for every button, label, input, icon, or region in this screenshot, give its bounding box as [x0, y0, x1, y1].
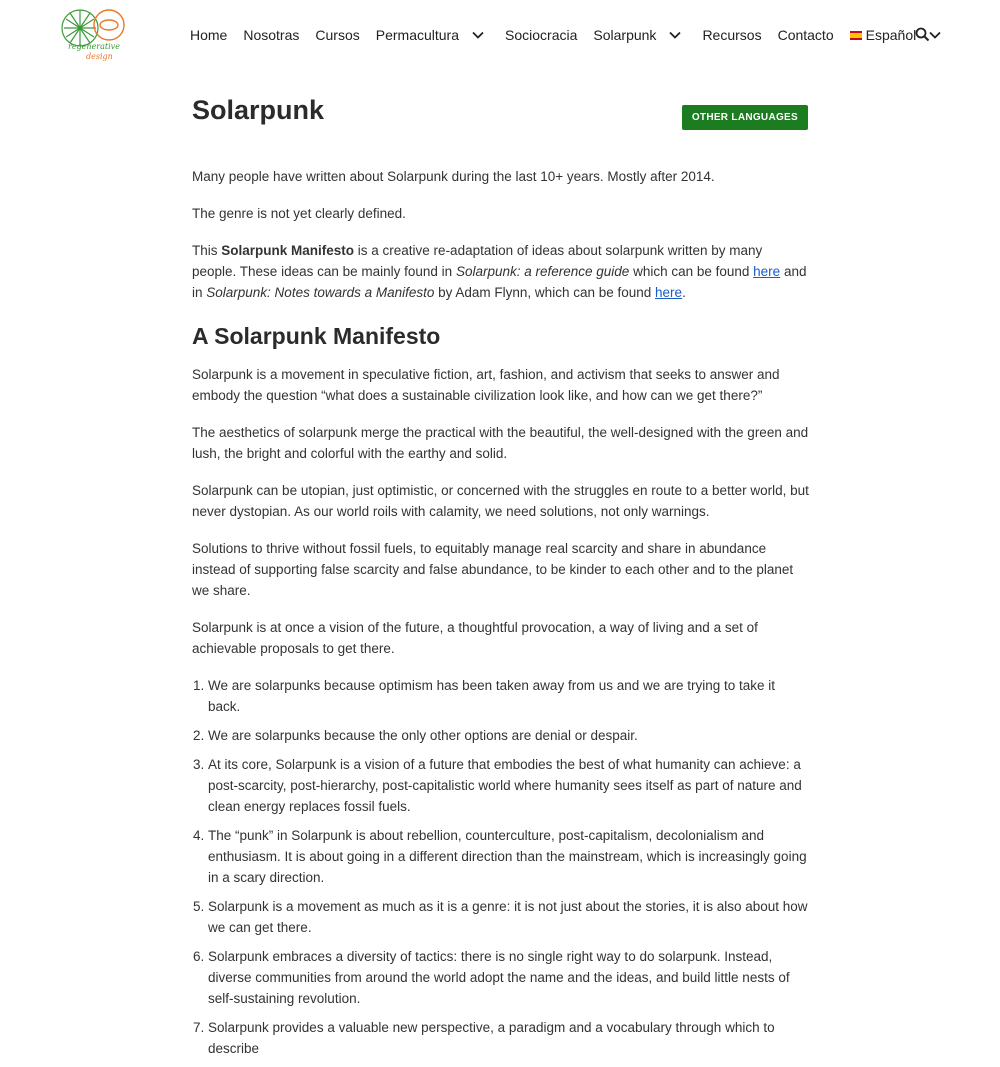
title-row	[192, 90, 810, 150]
nav-recursos-label: Recursos	[702, 27, 762, 43]
svg-text:regenerative: regenerative	[68, 42, 120, 51]
nav-solarpunk[interactable]	[593, 27, 682, 43]
list-item: 3. At its core, Solarpunk is a vision of a future that embodies the best of what humanity can achieve: a post-scarcity, post-hierarchy, post-capitalistic world where humanity sees itself as part of nature and clean energy replaces fossil fuels.	[208, 754, 810, 817]
intro-paragraph: The genre is not yet clearly defined.	[192, 206, 406, 221]
list-item: 6. Solarpunk embraces a diversity of tactics: there is no single right way to do solarpunk. Instead, diverse communities from around the world adopt the name and the ideas, and build little nests of self-sustaining revolution.	[208, 946, 810, 1009]
other-languages-button[interactable]: OTHER LANGUAGES	[682, 105, 808, 130]
spain-flag-icon	[850, 31, 862, 40]
page-title: Solarpunk	[192, 95, 325, 125]
chevron-down-icon[interactable]	[471, 28, 485, 42]
nav-solarpunk-label: Solarpunk	[593, 27, 657, 43]
nav-cursos-label: Cursos	[315, 27, 360, 43]
nav-nosotras-label: Nosotras	[243, 27, 300, 43]
body-paragraph: Solarpunk is a movement in speculative fiction, art, fashion, and activism that seeks to answer and embody the question “what does a sustainable civilization look like, and how can we get there?”	[192, 367, 780, 403]
nav-nosotras[interactable]	[243, 27, 299, 43]
language-label: Español	[865, 27, 917, 43]
list-item: 5. Solarpunk is a movement as much as it is a genre: it is not just about the stories, it is also about how we can get there.	[208, 896, 810, 938]
list-item: 1. We are solarpunks because optimism has been taken away from us and we are trying to take it back.	[208, 675, 810, 717]
search-icon[interactable]	[915, 27, 930, 42]
nav-cursos[interactable]	[315, 27, 359, 43]
nav-contacto-label: Contacto	[777, 27, 834, 43]
list-item: 7. Solarpunk provides a valuable new perspective, a paradigm and a vocabulary through which to describe	[208, 1017, 810, 1059]
reference-guide-link[interactable]: here	[753, 264, 781, 279]
intro-paragraph: Many people have written about Solarpunk during the last 10+ years. Mostly after 2014.	[192, 169, 715, 184]
list-item: 4. The “punk” in Solarpunk is about rebellion, counterculture, post-capitalism, decolonialism and enthusiasm. It is about going in a different direction than the mainstream, which is increasingly going in a scary direction.	[208, 825, 810, 888]
section-heading: A Solarpunk Manifesto	[192, 323, 441, 349]
site-header	[0, 0, 1000, 68]
nav-recursos[interactable]	[702, 27, 761, 43]
manifesto-list	[192, 675, 810, 1059]
nav-sociocracia-label: Sociocracia	[505, 27, 578, 43]
body-paragraph: Solarpunk can be utopian, just optimistic, or concerned with the struggles en route to a better world, but never dystopian. As our world roils with calamity, we need solutions, not only warnings.	[192, 483, 809, 519]
main-nav	[190, 24, 958, 46]
nav-home[interactable]	[190, 27, 227, 43]
chevron-down-icon[interactable]	[668, 28, 682, 42]
nav-home-label: Home	[190, 27, 228, 43]
nav-permacultura-label: Permacultura	[375, 27, 460, 43]
manifesto-source-paragraph: This Solarpunk Manifesto is a creative re-adaptation of ideas about solarpunk written by many people. These ideas can be mainly found in Solarpunk: a reference guide which can be found here and in Solarpunk: Notes towards a Manifesto by Adam Flynn, which can be found here.	[192, 243, 807, 300]
page-content	[192, 90, 810, 1067]
nav-permacultura[interactable]	[376, 27, 485, 43]
chevron-down-icon[interactable]	[928, 28, 942, 42]
notes-manifesto-link[interactable]: here	[655, 285, 683, 300]
nav-sociocracia[interactable]	[505, 27, 577, 43]
body-paragraph: Solutions to thrive without fossil fuels, to equitably manage real scarcity and share in abundance instead of supporting false scarcity and false abundance, to be kinder to each other and to the planet we share.	[192, 541, 794, 598]
list-item: 2. We are solarpunks because the only other options are denial or despair.	[208, 725, 810, 746]
site-logo[interactable]	[58, 5, 132, 63]
nav-contacto[interactable]	[778, 27, 834, 43]
body-paragraph: Solarpunk is at once a vision of the future, a thoughtful provocation, a way of living and a set of achievable proposals to get there.	[192, 620, 758, 656]
svg-text:design: design	[86, 52, 113, 61]
body-paragraph: The aesthetics of solarpunk merge the practical with the beautiful, the well-designed with the green and lush, the bright and colorful with the earthy and solid.	[192, 425, 809, 461]
